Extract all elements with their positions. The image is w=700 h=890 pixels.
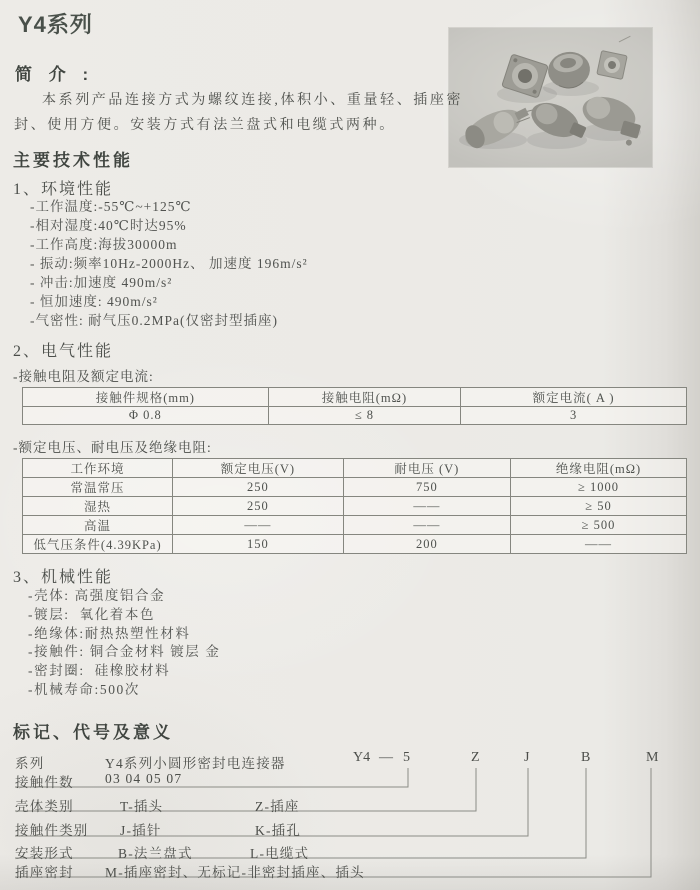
contact-resistance-table [22,387,687,425]
voltage-table [22,458,687,554]
table-cell: 3 [461,407,687,425]
intro-paragraph: 本系列产品连接方式为螺纹连接,体积小、重量轻、插座密封、使用方便。安装方式有法兰盘式和电缆式两种。 [14,93,464,133]
marking-label: 系列 [15,756,45,771]
marking-desc: M-插座密封、无标记-非密封插座、插头 [105,865,365,880]
table-cell: Φ 0.8 [23,407,269,425]
env-list [30,197,308,330]
env-item: -工作高度:海拔30000m [30,237,178,252]
env-item: - 冲击:加速度 490m/s² [30,275,173,290]
table-cell: 250 [173,497,344,516]
table-header-cell: 绝缘电阻(mΩ) [511,459,687,478]
marking-label: 插座密封 [15,865,74,880]
marking-desc: T-插头 [120,799,164,814]
marking-desc: L-电缆式 [250,846,310,861]
env-item: -气密性: 耐气压0.2MPa(仅密封型插座) [30,313,278,328]
marking-label: 壳体类别 [15,799,74,814]
product-photo [449,28,652,167]
table-header-cell: 额定电压(V) [173,459,344,478]
table-cell: 常温常压 [23,478,173,497]
mech-item: -接触件: 铜合金材料 镀层 金 [28,644,221,660]
table-cell: 200 [343,535,510,554]
table-header-cell: 工作环境 [23,459,173,478]
table-row [23,535,687,554]
table-cell: 250 [173,478,344,497]
mech-item: -密封圈: 硅橡胶材料 [28,663,171,679]
table-row [23,497,687,516]
table-cell: 750 [343,478,510,497]
mech-item: -壳体: 高强度铝合金 [28,588,166,603]
marking-label: 接触件数 [15,775,74,790]
code-contact: J [524,750,530,765]
electrical-heading: 2、电气性能 [13,343,114,360]
code-dash: — [379,750,393,765]
page-title: Y4系列 [18,12,93,37]
marking-label: 接触件类别 [15,823,89,838]
marking-heading: 标记、代号及意义 [13,723,173,742]
marking-desc: Z-插座 [255,799,300,814]
code-shell: Z [471,750,480,765]
table-row [23,516,687,535]
mech-item: -镀层: 氧化着本色 [28,606,156,622]
intro-heading: 简 介 : [15,65,95,84]
mechanical-list [28,587,220,700]
code-mount: B [581,750,591,765]
mech-item: -机械寿命:500次 [28,681,140,697]
mechanical-heading: 3、机械性能 [13,569,114,586]
code-seal: M [646,750,659,765]
table-header-cell: 接触件规格(mm) [23,388,269,407]
table-cell: ≥ 50 [511,497,687,516]
table-cell: —— [511,535,687,554]
code-series: Y4 [353,750,371,765]
table-header-row [23,459,687,478]
table-header-cell: 接触电阻(mΩ) [268,388,461,407]
code-count: 5 [403,750,410,765]
table-row [23,478,687,497]
table-cell: 高温 [23,516,173,535]
contact-resistance-note: -接触电阻及额定电流: [13,369,154,384]
table-cell: ≥ 500 [511,516,687,535]
marking-desc: B-法兰盘式 [118,846,193,861]
table-header-cell: 耐电压 (V) [343,459,510,478]
table-cell: 150 [173,535,344,554]
marking-desc: J-插针 [120,823,162,838]
mech-item: -绝缘体:耐热热塑性材料 [28,625,191,641]
env-item: - 恒加速度: 490m/s² [30,294,158,309]
voltage-note: -额定电压、耐电压及绝缘电阻: [13,440,212,455]
marking-diagram [0,742,700,890]
marking-desc: 03 04 05 07 [105,771,183,786]
marking-desc: Y4系列小圆形密封电连接器 [105,756,286,771]
marking-desc: K-插孔 [255,823,302,838]
table-cell: ≤ 8 [268,407,461,425]
table-cell: —— [343,516,510,535]
table-cell: —— [343,497,510,516]
table-cell: 湿热 [23,497,173,516]
connector-illustration [449,28,652,167]
table-header-cell: 额定电流( A ) [461,388,687,407]
env-heading: 1、环境性能 [13,181,114,198]
table-cell: 低气压条件(4.39KPa) [23,535,173,554]
table-cell: —— [173,516,344,535]
table-cell: ≥ 1000 [511,478,687,497]
tech-heading: 主要技术性能 [13,151,133,170]
env-item: -相对湿度:40℃时达95% [30,218,187,233]
marking-label: 安装形式 [15,846,74,861]
table-row [23,407,687,425]
table-header-row [23,388,687,407]
env-item: - 振动:频率10Hz-2000Hz、 加速度 196m/s² [30,256,308,271]
env-item: -工作温度:-55℃~+125℃ [30,199,192,214]
